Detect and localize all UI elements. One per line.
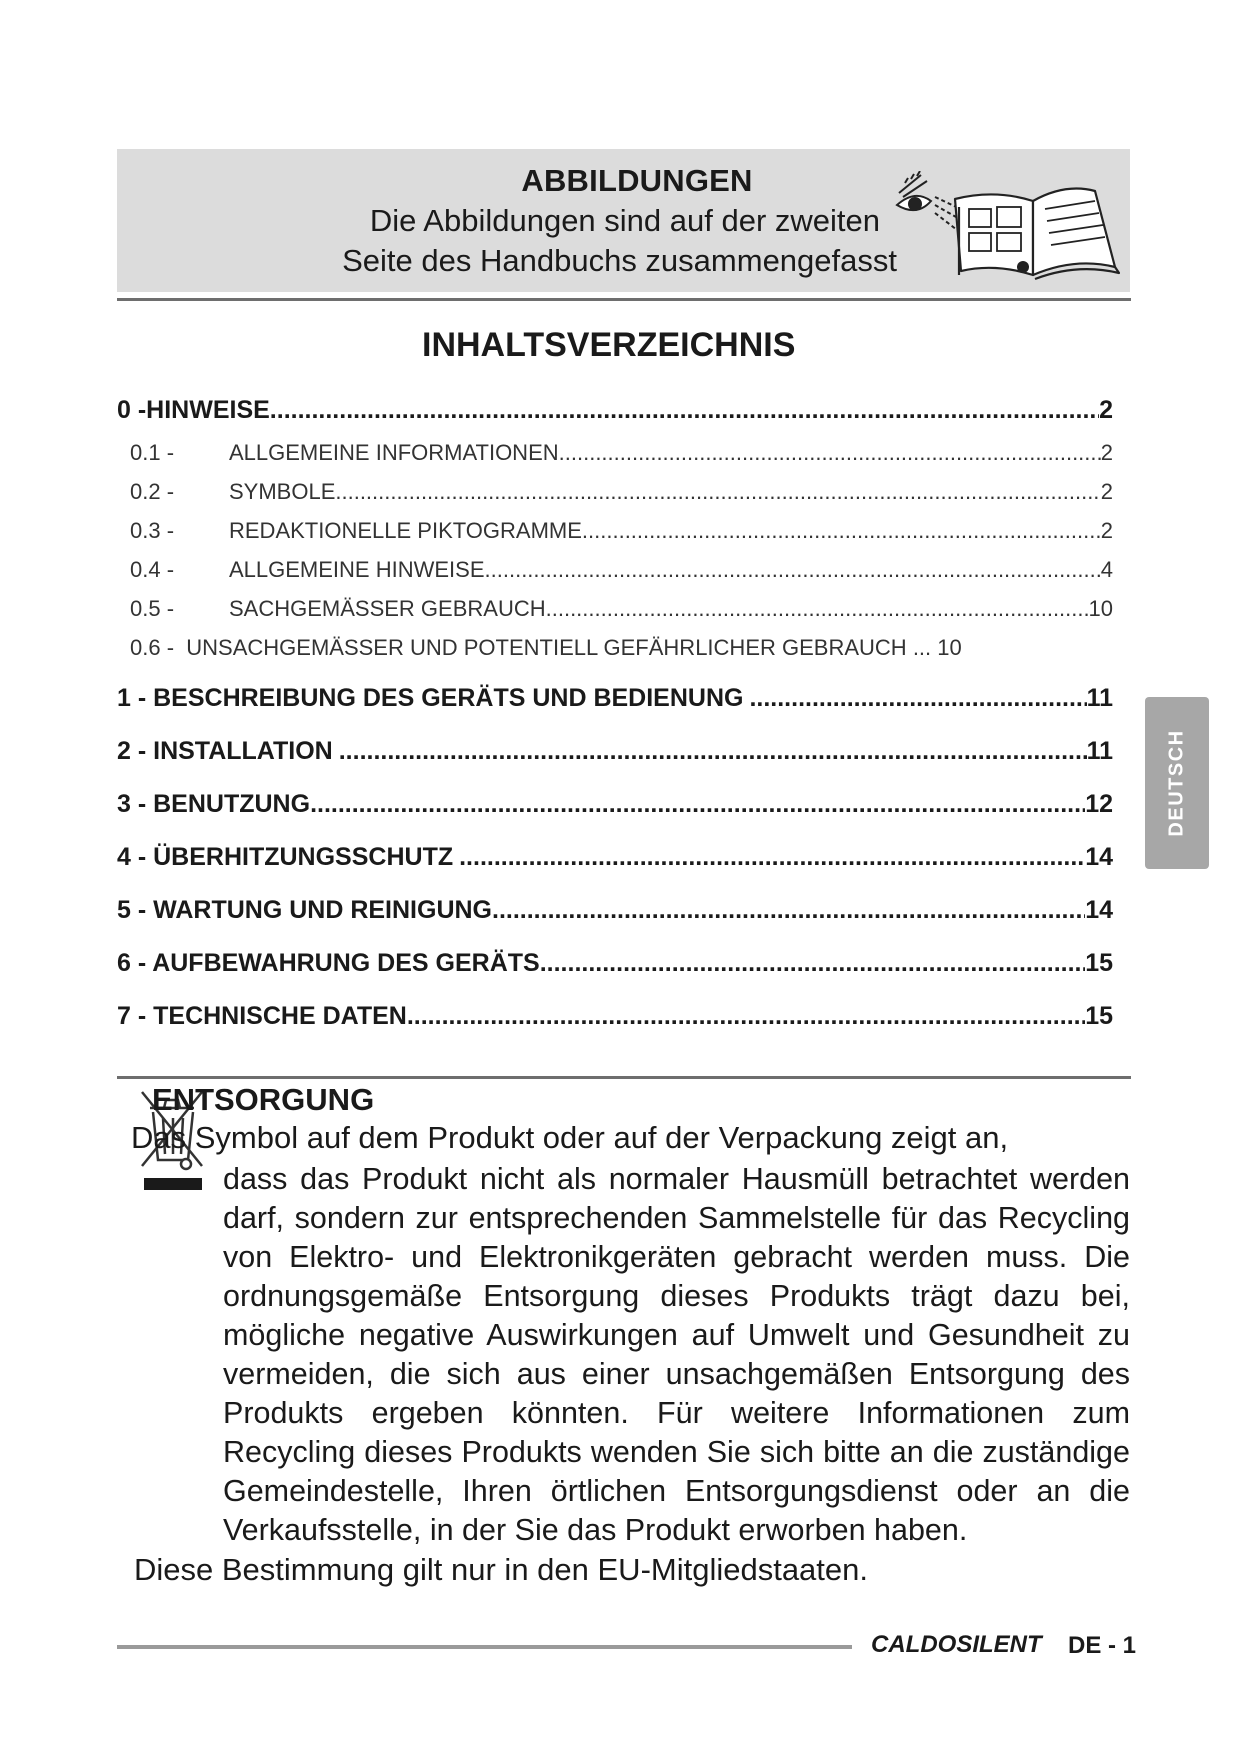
disposal-last-line: Diese Bestimmung gilt nur in den EU-Mitgliedstaaten. [134, 1552, 869, 1587]
footer-page-number: DE - 1 [1068, 1632, 1137, 1659]
toc-entry-0[interactable]: 0 -HINWEISE ..... 2 [117, 396, 1113, 425]
toc-entry-0-6[interactable]: 0.6 - UNSACHGEMÄSSER UND POTENTIELL GEFÄHRLICHER GEBRAUCH ... 10 [130, 635, 962, 660]
toc-entry-0-2[interactable]: 0.2 - SYMBOLE ..... 2 [130, 479, 1113, 505]
toc-entry-6[interactable]: 6 - AUFBEWAHRUNG DES GERÄTS ..... 15 [117, 949, 1113, 978]
disposal-body: dass das Produkt nicht als normaler Hausmüll betrachtet werden darf, sondern zur entsprechenden Sammelstelle für das Recycling von Elektro- und Elektronikgeräten gebracht werden muss. Die ordnungsgemäße Entsorgung dieses Produkts trägt dazu bei, mögliche negative Auswirkungen auf Umwelt und Gesundheit zu vermeiden, die sich aus einer unsachgemäßen Entsorgung des Produkts ergeben könnten. Für weitere Informationen zum Recycling dieses Produkts wenden Sie sich bitte an die zuständige Gemeindestelle, Ihren örtlichen Entsorgungsdienst oder an die Verkaufsstelle, in der Sie das Produkt erworben haben. [223, 1162, 1130, 1547]
banner-title: ABBILDUNGEN [521, 163, 753, 198]
toc-entry-0-5[interactable]: 0.5 - SACHGEMÄSSER GEBRAUCH ..... 10 [130, 596, 1113, 622]
toc-entry-5[interactable]: 5 - WARTUNG UND REINIGUNG ..... 14 [117, 896, 1113, 925]
toc-entry-4[interactable]: 4 - ÜBERHITZUNGSSCHUTZ ..... 14 [117, 843, 1113, 872]
book-eye-icon [895, 171, 1120, 281]
toc-entry-0-4[interactable]: 0.4 - ALLGEMEINE HINWEISE ..... 4 [130, 557, 1113, 583]
footer-brand: CALDOSILENT [871, 1631, 1042, 1658]
banner-line-2: Seite des Handbuchs zusammengefasst [342, 243, 897, 278]
top-divider [117, 298, 1131, 301]
disposal-first-line: Das Symbol auf dem Produkt oder auf der Verpackung zeigt an, [131, 1120, 1009, 1155]
language-tab-label: DEUTSCH [1165, 729, 1188, 837]
language-tab[interactable] [1145, 697, 1209, 869]
footer-divider [117, 1645, 852, 1649]
figures-banner [117, 149, 1130, 292]
banner-line-1: Die Abbildungen sind auf der zweiten [369, 203, 880, 238]
toc-entry-7[interactable]: 7 - TECHNISCHE DATEN ..... 15 [117, 1002, 1113, 1031]
toc-entry-1[interactable]: 1 - BESCHREIBUNG DES GERÄTS UND BEDIENUNG ..... 11 [117, 684, 1113, 713]
toc-entry-0-3[interactable]: 0.3 - REDAKTIONELLE PIKTOGRAMME ..... 2 [130, 518, 1113, 544]
toc-entry-0-1[interactable]: 0.1 - ALLGEMEINE INFORMATIONEN ..... 2 [130, 440, 1113, 466]
disposal-title: ENTSORGUNG [152, 1082, 375, 1117]
toc-entry-2[interactable]: 2 - INSTALLATION ..... 11 [117, 737, 1113, 766]
toc-entry-3[interactable]: 3 - BENUTZUNG ..... 12 [117, 790, 1113, 819]
middle-divider [117, 1076, 1131, 1079]
